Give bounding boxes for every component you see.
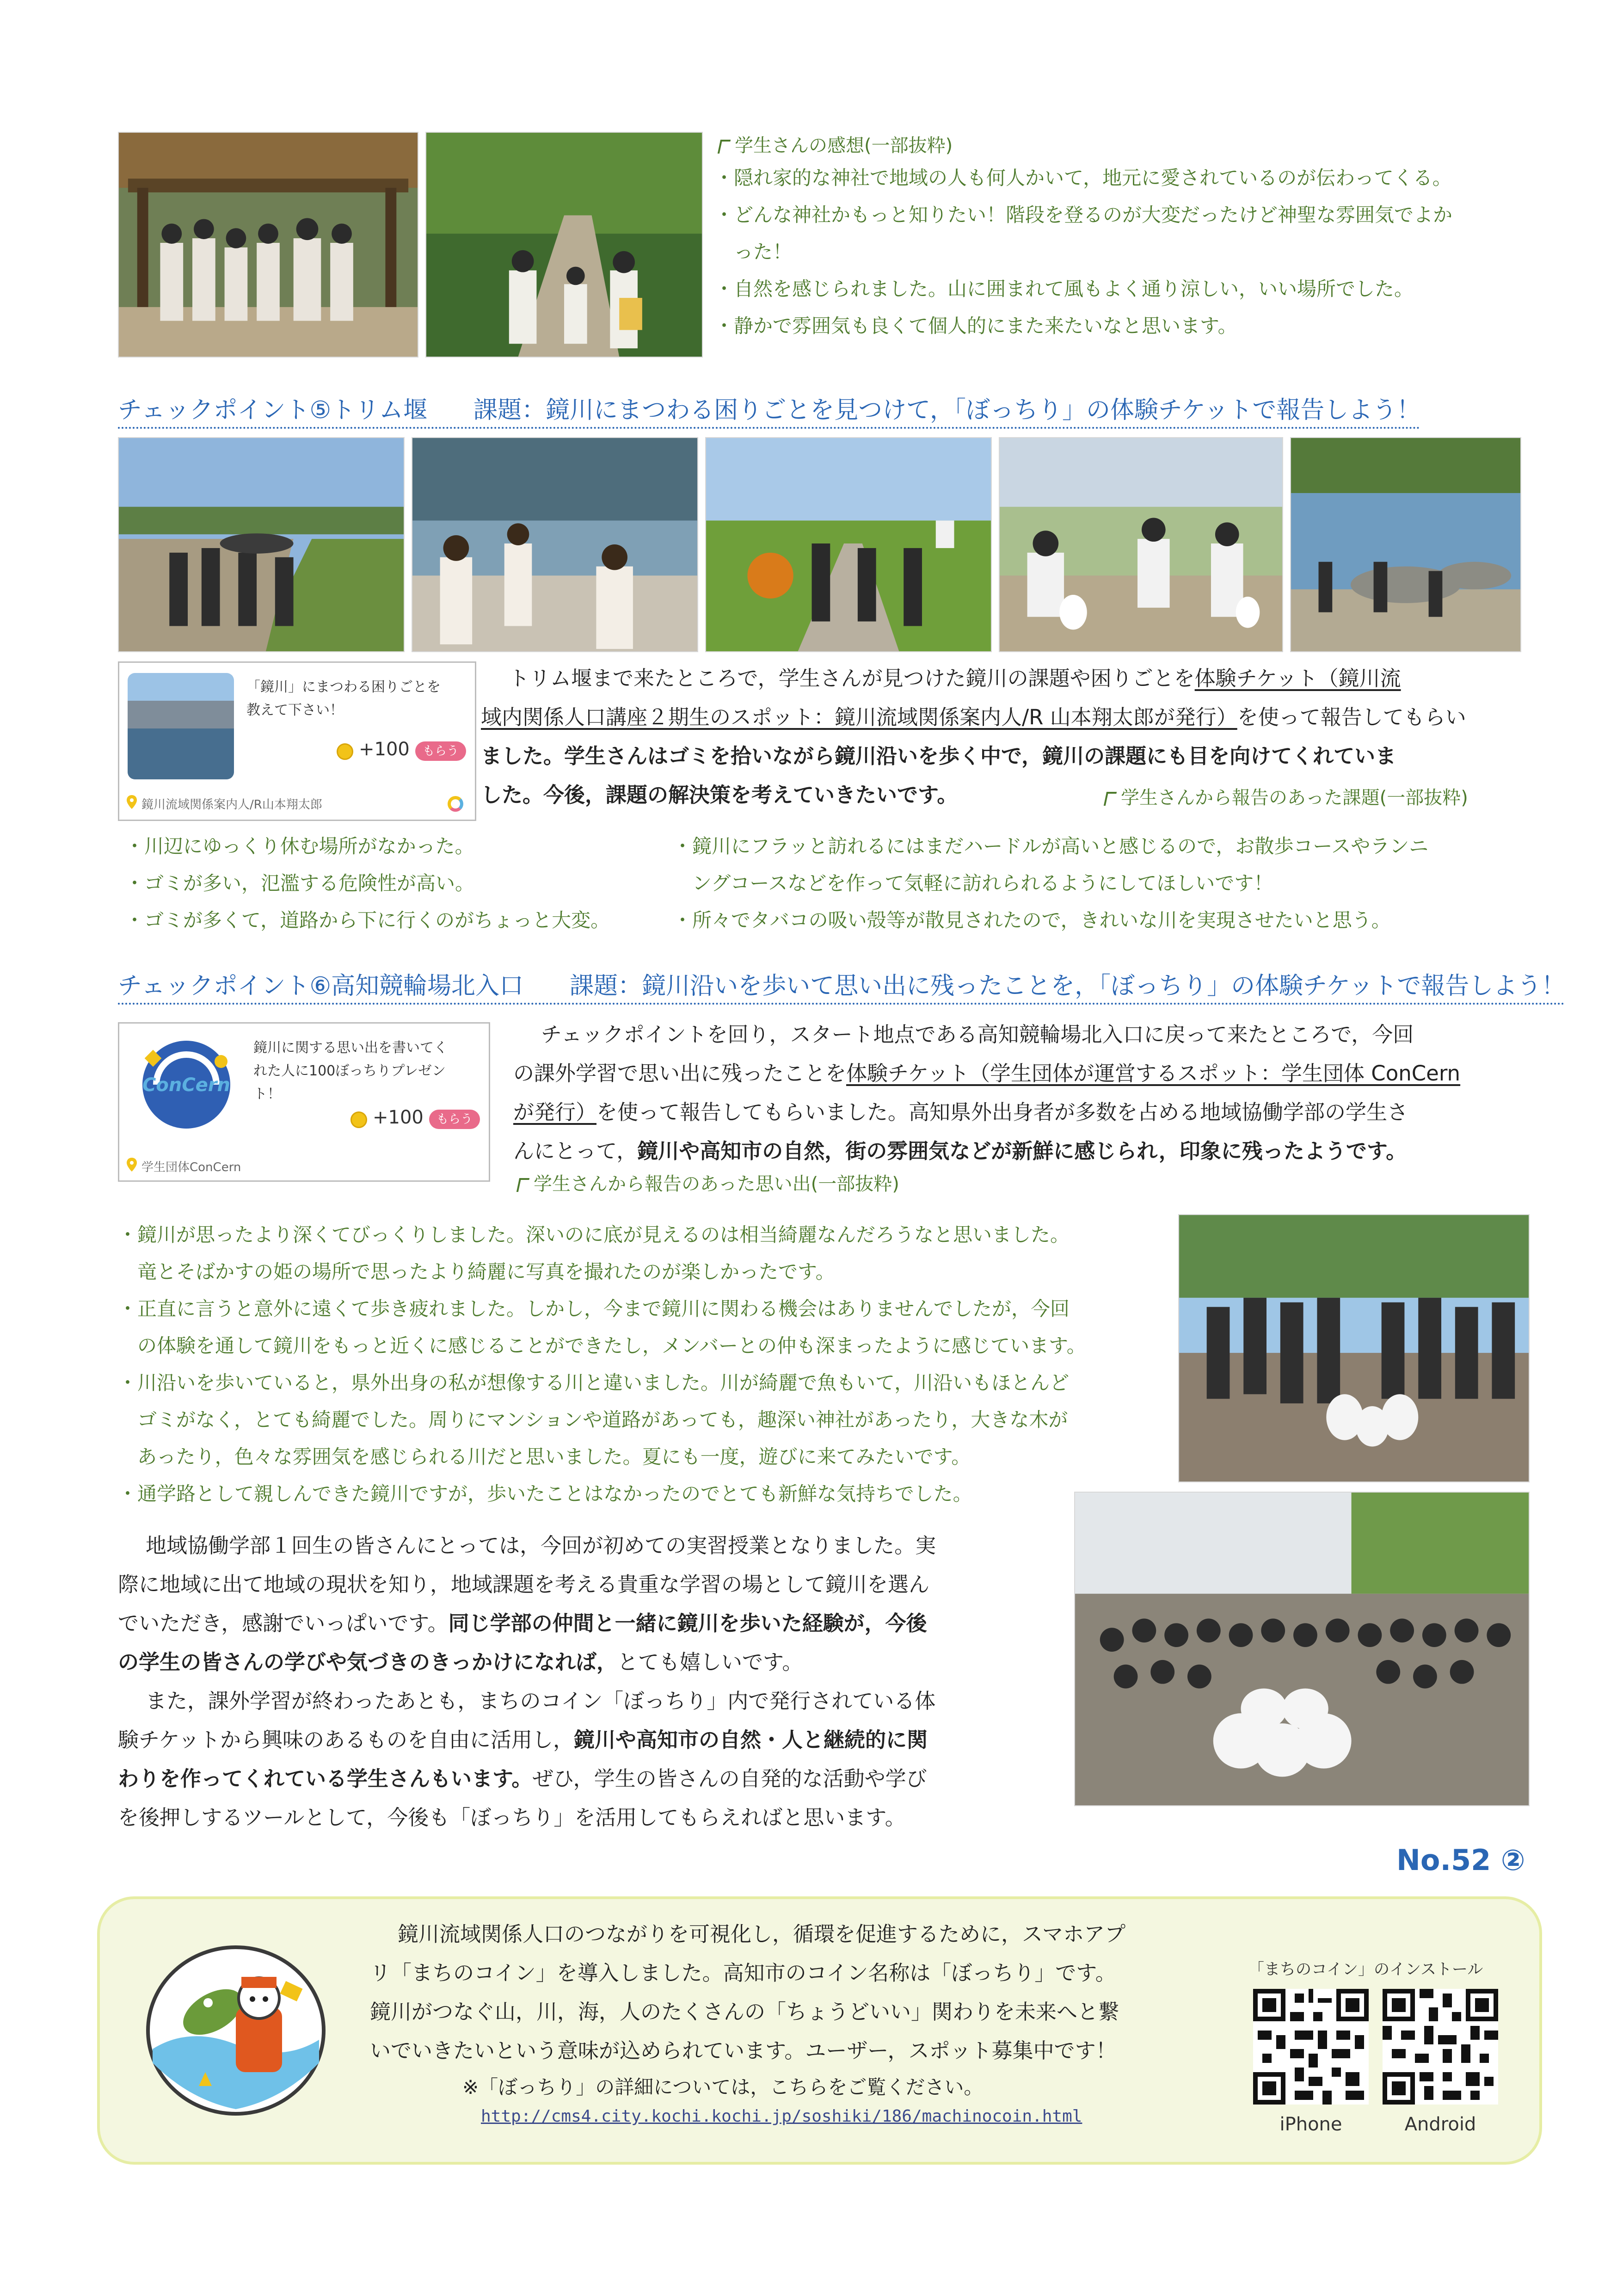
photo-river-rocks	[1290, 437, 1521, 652]
photo-group-with-bags	[1178, 1214, 1530, 1482]
footer-text: 鏡川流域関係人口のつながりを可視化し，循環を促進するために，スマホアプ リ「まちのコイン」を導入しました。高知市のコイン名称は「ぼっちり」です。 鏡川がつなぐ山，川，海，人のたくさんの「ちょうどいい」関わりを未来へと繋 いでいきたいという意味が込められています。ユーザー，スポット募集中です！	[370, 1922, 1126, 2063]
location-pin-icon	[127, 1158, 137, 1172]
list-item: ・ 川辺にゆっくり休む場所がなかった。	[125, 828, 657, 865]
receive-button[interactable]: もらう	[429, 1110, 480, 1129]
list-item-continued: った！	[734, 241, 793, 263]
photo-riverbank-walk	[118, 437, 405, 652]
coin-icon	[337, 743, 353, 760]
ticket-location: 学生団体ConCern	[141, 1160, 241, 1174]
checkpoint6-name: チェックポイント⑥高知競輪場北入口	[118, 972, 524, 1000]
ticket-text: 「鏡川」にまつわる困りごとを 教えて下さい！	[246, 679, 441, 718]
memories-list	[118, 1216, 1181, 1512]
list-item: ・ 所々でタバコの吸い殻等が散見されたので，きれいな川を実現させたいと思う。	[673, 902, 1533, 939]
checkpoint5-body: トリム堰まで来たところで，学生さんが見つけた鏡川の課題や困りごとを体験チケット（鏡川流 域内関係人口講座２期生のスポット：鏡川流域関係案内人/R 山本翔太郎が発行）を使って報告してもらい ました。学生さんはゴミを拾いながら鏡川沿いを歩く中で，鏡川の課題にも目を向けてくれていま した。今後，課題の解決策を考えていきたいです。	[481, 666, 1466, 807]
coin-icon	[350, 1111, 367, 1128]
photo-large-group	[1074, 1492, 1530, 1806]
list-item: ・ 自然を感じられました。山に囲まれて風もよく通り涼しい，いい場所でした。	[714, 271, 1537, 308]
list-item: ・ ゴミが多くて，道路から下に行くのがちょっと大変。	[125, 902, 657, 939]
qr-label-iphone: iPhone	[1279, 2114, 1342, 2135]
checkpoint6-task: 課題：鏡川沿いを歩いて思い出に残ったことを，「ぼっちり」の体験チケットで報告しよう！	[570, 972, 1566, 1000]
list-item: ・ 通学路として親しんできた鏡川ですが，歩いたことはなかったのでとても新鮮な気持ちでした。	[118, 1475, 1181, 1512]
ticket-location: 鏡川流域関係案内人/R山本翔太郎	[141, 798, 322, 812]
concern-logo	[129, 1034, 244, 1136]
qr-code-android[interactable]	[1383, 1989, 1498, 2105]
issue-number: No.52 ②	[1396, 1843, 1525, 1877]
list-item: ・ 川沿いを歩いていると，県外出身の私が想像する川と違いました。川が綺麗で魚もいて，川沿いもほとんど	[118, 1364, 1181, 1401]
list-item: ・ 隠れ家的な神社で地域の人も何人かいて，地元に愛されているのが伝わってくる。	[714, 160, 1537, 197]
list-item: ・ どんな神社かもっと知りたい！階段を登るのが大変だったけど神聖な雰囲気でよか	[714, 197, 1537, 234]
experience-ticket-card[interactable]	[118, 661, 476, 821]
checkpoint6-body: チェックポイントを回り，スタート地点である高知競輪場北入口に戻って来たところで，今回 の課外学習で思い出に残ったことを体験チケット（学生団体が運営するスポット：学生団体 ConCern が発行）を使って報告してもらいました。高知県外出身者が多数を占める地域協働学部の学生さ んにとって，鏡川や高知市の自然，街の雰囲気などが新鮮に感じられ，印象に残ったようです。	[513, 1022, 1461, 1163]
qr-label-android: Android	[1404, 2114, 1476, 2135]
photo-shrine-group	[118, 132, 418, 358]
receive-button[interactable]: もらう	[415, 741, 466, 761]
ticket-spinner-icon	[448, 796, 463, 812]
ticket-points: +100	[359, 739, 410, 760]
issues-list-right	[673, 828, 1533, 939]
list-item: ・ 正直に言うと意外に遠くて歩き疲れました。しかし，今まで鏡川に関わる機会はありませんでしたが，今回	[118, 1290, 1181, 1327]
list-item: ・ 鏡川が思ったより深くてびっくりしました。深いのに底が見えるのは相当綺麗なんだろうなと思いました。	[118, 1216, 1181, 1253]
ticket-points: +100	[373, 1107, 424, 1128]
list-item: ・ ゴミが多い，氾濫する危険性が高い。	[125, 865, 657, 902]
checkpoint6-title	[118, 971, 1565, 1005]
list-item: ・ 鏡川にフラッと訪れるにはまだハードルが高いと感じるので，お散歩コースやランニ	[673, 828, 1533, 865]
concern-logo-text: ConCern	[142, 1074, 230, 1096]
machinocoin-link[interactable]: http://cms4.city.kochi.kochi.jp/soshiki/186/machinocoin.html	[481, 2107, 1082, 2126]
list-item-continued: あったり，色々な雰囲気を感じられる川だと思いました。夏にも一度，遊びに来てみたいです。	[137, 1445, 971, 1468]
list-item-continued: ゴミがなく，とても綺麗でした。周りにマンションや道路があっても，趣深い神社があったり，大きな木が	[137, 1408, 1068, 1431]
issues-list-left	[125, 828, 657, 939]
checkpoint5-task: 課題：鏡川にまつわる困りごとを見つけて，「ぼっちり」の体験チケットで報告しよう！	[473, 396, 1421, 424]
ticket-text: 鏡川に関する思い出を書いてく れた人に100ぼっちりプレゼン ト！	[253, 1040, 448, 1102]
impressions-heading: 学生さんの感想(一部抜粋)	[719, 132, 953, 160]
photo-weir-pickup	[412, 437, 698, 652]
experience-ticket-card-concern[interactable]	[118, 1022, 490, 1182]
impressions-list	[714, 160, 1537, 345]
list-item-continued: の体験を通して鏡川をもっと近くに感じることができたし，メンバーとの仲も深まったように感じています。	[137, 1334, 1086, 1357]
photo-forest-path	[425, 132, 703, 358]
photo-trash-pickup	[999, 437, 1283, 652]
install-label: 「まちのコイン」のインストール	[1248, 1960, 1483, 1979]
list-item-continued: ングコースなどを作って気軽に訪れられるようにしてほしいです！	[692, 872, 1273, 895]
list-item-continued: 竜とそばかすの姫の場所で思ったより綺麗に写真を撮れたのが楽しかったです。	[137, 1260, 835, 1283]
photo-mascot-field	[705, 437, 992, 652]
issues-heading: 学生さんから報告のあった課題(一部抜粋)	[1105, 784, 1468, 812]
ticket-river-thumbnail	[128, 673, 234, 779]
qr-code-iphone[interactable]	[1253, 1989, 1369, 2105]
closing-text: 地域協働学部１回生の皆さんにとっては，今回が初めての実習授業となりました。実 際に地域に出て地域の現状を知り，地域課題を考える貴重な学習の場として鏡川を選ん でいただき，感謝でいっぱいです。同じ学部の仲間と一緒に鏡川を歩いた経験が，今後 の学生の皆さんの学びや気づきのきっかけになれば，とても嬉しいです。 また，課外学習が終わったあとも，まちのコイン「ぼっちり」内で発行されている体 験チケットから興味のあるものを自由に活用し，鏡川や高知市の自然・人と継続的に関 わりを作ってくれている学生さんもいます。ぜひ，学生の皆さんの自発的な活動や学び を後押しするツールとして，今後も「ぼっちり」を活用してもらえればと思います。	[118, 1533, 936, 1830]
list-item: ・ 静かで雰囲気も良くて個人的にまた来たいなと思います。	[714, 308, 1537, 345]
location-pin-icon	[127, 795, 137, 809]
checkpoint5-title	[118, 395, 1420, 429]
mascot-logo	[143, 1943, 328, 2118]
checkpoint5-name: チェックポイント⑤トリム堰	[118, 396, 428, 424]
footer-note: ※「ぼっちり」の詳細については，こちらをご覧ください。	[462, 2076, 984, 2098]
memories-heading: 学生さんから報告のあった思い出(一部抜粋)	[518, 1170, 899, 1198]
